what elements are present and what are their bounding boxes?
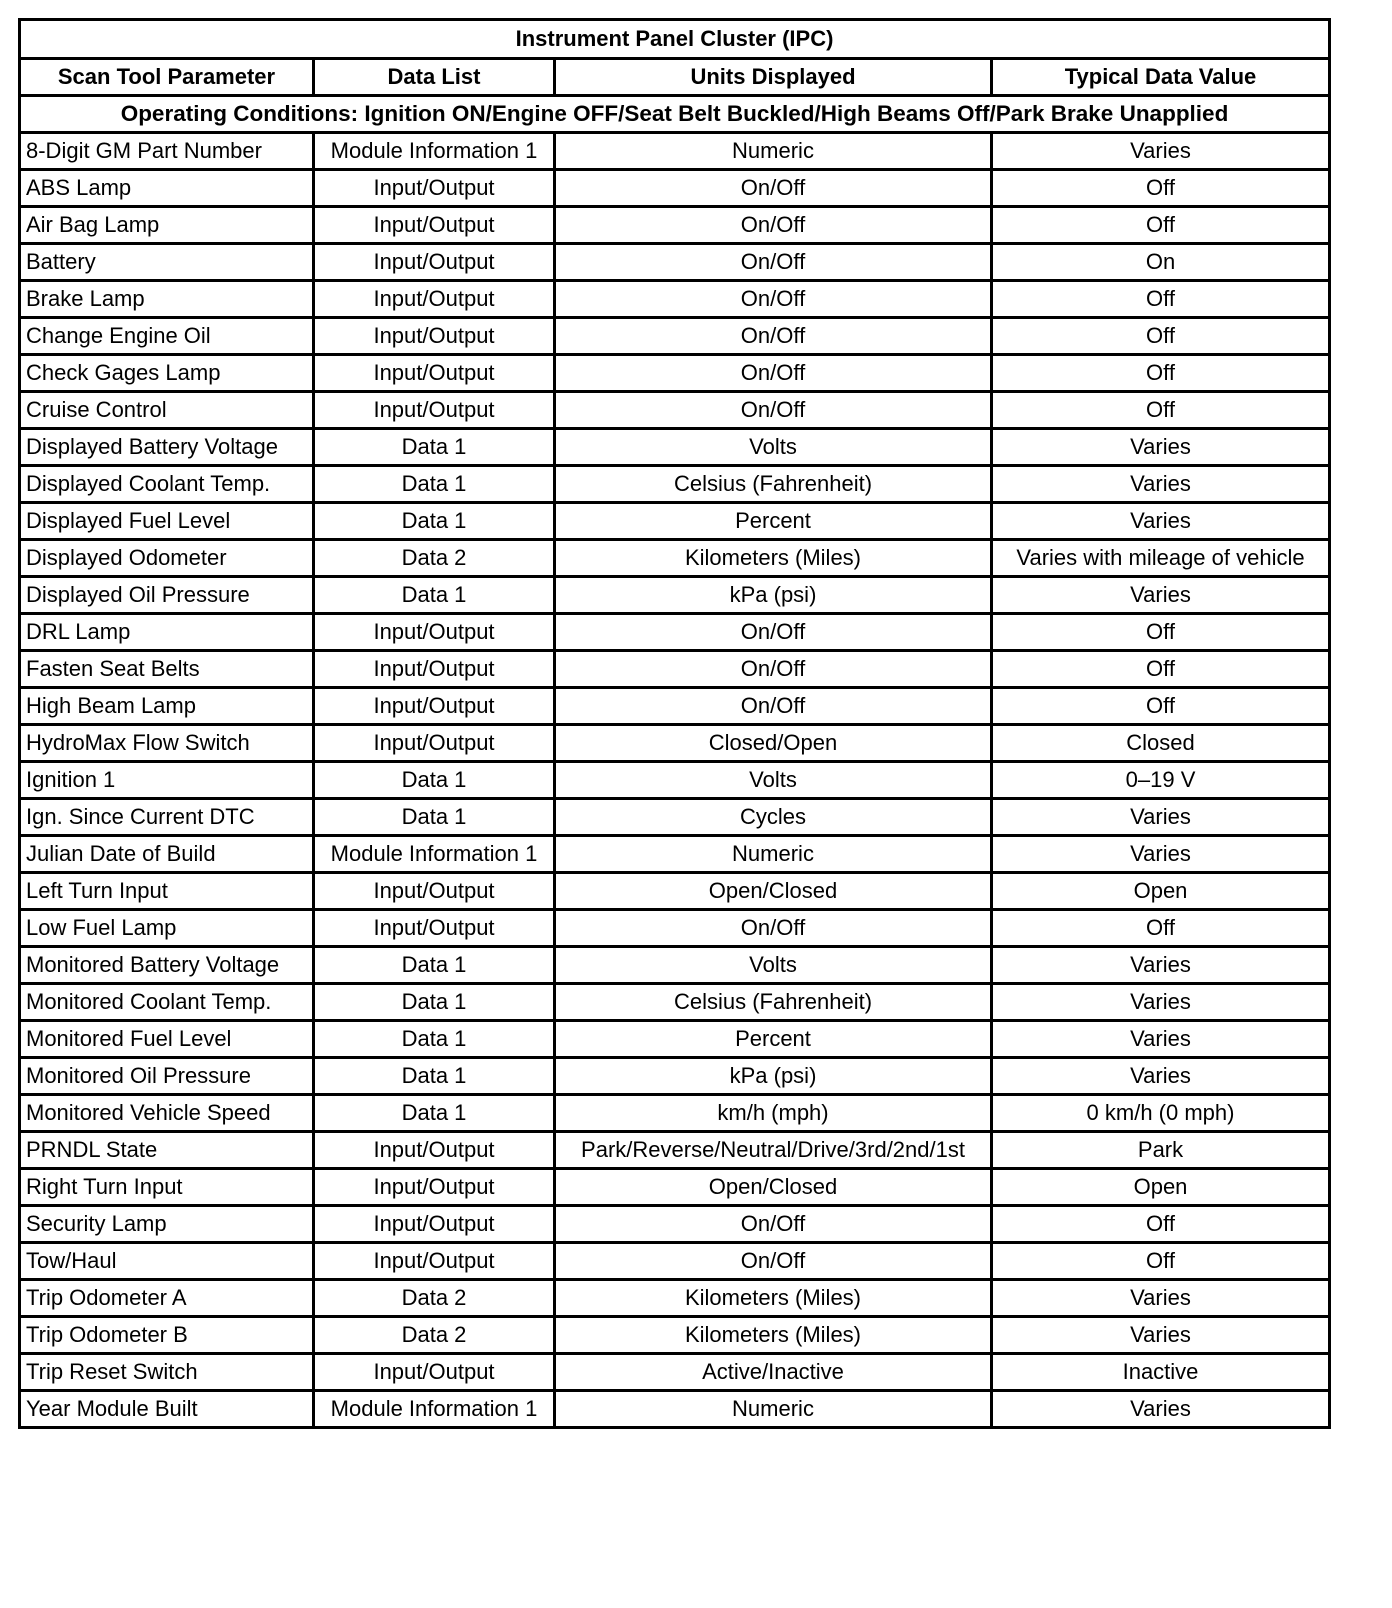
table-row	[20, 392, 1330, 429]
data-list-cell: Input/Output	[314, 392, 555, 429]
data-list-cell: Input/Output	[314, 1206, 555, 1243]
units-cell: Percent	[555, 503, 992, 540]
table-row	[20, 244, 1330, 281]
data-list-cell: Data 1	[314, 577, 555, 614]
table-row	[20, 1095, 1330, 1132]
units-cell: On/Off	[555, 355, 992, 392]
units-cell: On/Off	[555, 910, 992, 947]
parameter-cell: Displayed Oil Pressure	[20, 577, 314, 614]
parameter-cell: 8-Digit GM Part Number	[20, 133, 314, 170]
data-list-cell: Data 1	[314, 1058, 555, 1095]
data-list-cell: Data 1	[314, 1095, 555, 1132]
table-row	[20, 762, 1330, 799]
data-list-cell: Data 2	[314, 1280, 555, 1317]
typical-value-cell: Varies	[992, 947, 1330, 984]
parameter-cell: Brake Lamp	[20, 281, 314, 318]
typical-value-cell: Varies	[992, 1317, 1330, 1354]
parameter-cell: High Beam Lamp	[20, 688, 314, 725]
units-cell: kPa (psi)	[555, 1058, 992, 1095]
table-row	[20, 984, 1330, 1021]
typical-value-cell: On	[992, 244, 1330, 281]
units-cell: Percent	[555, 1021, 992, 1058]
typical-value-cell: Open	[992, 873, 1330, 910]
typical-value-cell: Off	[992, 392, 1330, 429]
data-list-cell: Input/Output	[314, 1169, 555, 1206]
table-row	[20, 873, 1330, 910]
typical-value-cell: Off	[992, 651, 1330, 688]
typical-value-cell: Park	[992, 1132, 1330, 1169]
parameter-cell: Monitored Oil Pressure	[20, 1058, 314, 1095]
units-cell: On/Off	[555, 1206, 992, 1243]
typical-value-cell: Inactive	[992, 1354, 1330, 1391]
units-cell: Active/Inactive	[555, 1354, 992, 1391]
parameter-cell: Battery	[20, 244, 314, 281]
data-list-cell: Data 1	[314, 466, 555, 503]
parameter-cell: Trip Reset Switch	[20, 1354, 314, 1391]
table-body	[20, 133, 1330, 1428]
units-cell: Volts	[555, 947, 992, 984]
units-cell: Volts	[555, 429, 992, 466]
table-row	[20, 1169, 1330, 1206]
parameter-cell: DRL Lamp	[20, 614, 314, 651]
data-list-cell: Input/Output	[314, 281, 555, 318]
parameter-cell: Change Engine Oil	[20, 318, 314, 355]
data-list-cell: Input/Output	[314, 688, 555, 725]
table-row	[20, 688, 1330, 725]
table-row	[20, 651, 1330, 688]
units-cell: Numeric	[555, 836, 992, 873]
typical-value-cell: Open	[992, 1169, 1330, 1206]
typical-value-cell: Varies	[992, 133, 1330, 170]
units-cell: On/Off	[555, 244, 992, 281]
typical-value-cell: Varies	[992, 799, 1330, 836]
units-cell: Kilometers (Miles)	[555, 1280, 992, 1317]
parameter-cell: Displayed Coolant Temp.	[20, 466, 314, 503]
header-scan-tool-parameter: Scan Tool Parameter	[20, 59, 314, 96]
table-title-row	[20, 20, 1330, 59]
units-cell: Open/Closed	[555, 1169, 992, 1206]
typical-value-cell: Varies	[992, 1058, 1330, 1095]
parameter-cell: Air Bag Lamp	[20, 207, 314, 244]
data-list-cell: Module Information 1	[314, 1391, 555, 1428]
units-cell: On/Off	[555, 170, 992, 207]
units-cell: Numeric	[555, 1391, 992, 1428]
units-cell: On/Off	[555, 207, 992, 244]
parameter-cell: Cruise Control	[20, 392, 314, 429]
parameter-cell: Fasten Seat Belts	[20, 651, 314, 688]
table-row	[20, 1391, 1330, 1428]
table-row	[20, 1132, 1330, 1169]
parameter-cell: Ign. Since Current DTC	[20, 799, 314, 836]
data-list-cell: Input/Output	[314, 207, 555, 244]
table-row	[20, 170, 1330, 207]
data-list-cell: Input/Output	[314, 170, 555, 207]
table-row	[20, 836, 1330, 873]
table-row	[20, 614, 1330, 651]
data-list-cell: Data 1	[314, 947, 555, 984]
table-row	[20, 133, 1330, 170]
data-list-cell: Data 1	[314, 984, 555, 1021]
typical-value-cell: Off	[992, 207, 1330, 244]
header-units-displayed: Units Displayed	[555, 59, 992, 96]
parameter-cell: ABS Lamp	[20, 170, 314, 207]
data-list-cell: Module Information 1	[314, 836, 555, 873]
typical-value-cell: Varies	[992, 466, 1330, 503]
units-cell: Celsius (Fahrenheit)	[555, 984, 992, 1021]
units-cell: On/Off	[555, 651, 992, 688]
units-cell: On/Off	[555, 392, 992, 429]
parameter-cell: Displayed Battery Voltage	[20, 429, 314, 466]
parameter-cell: Monitored Battery Voltage	[20, 947, 314, 984]
parameter-cell: Tow/Haul	[20, 1243, 314, 1280]
units-cell: Cycles	[555, 799, 992, 836]
table-row	[20, 207, 1330, 244]
units-cell: On/Off	[555, 1243, 992, 1280]
data-list-cell: Input/Output	[314, 651, 555, 688]
data-list-cell: Input/Output	[314, 1354, 555, 1391]
parameter-cell: Check Gages Lamp	[20, 355, 314, 392]
data-list-cell: Input/Output	[314, 1243, 555, 1280]
typical-value-cell: Off	[992, 318, 1330, 355]
typical-value-cell: 0 km/h (0 mph)	[992, 1095, 1330, 1132]
table-row	[20, 1058, 1330, 1095]
typical-value-cell: Off	[992, 170, 1330, 207]
typical-value-cell: Closed	[992, 725, 1330, 762]
units-cell: kPa (psi)	[555, 577, 992, 614]
typical-value-cell: Varies	[992, 836, 1330, 873]
data-list-cell: Data 2	[314, 1317, 555, 1354]
typical-value-cell: Off	[992, 281, 1330, 318]
data-list-cell: Data 1	[314, 762, 555, 799]
parameter-cell: Ignition 1	[20, 762, 314, 799]
header-data-list: Data List	[314, 59, 555, 96]
data-list-cell: Data 1	[314, 503, 555, 540]
typical-value-cell: Varies	[992, 984, 1330, 1021]
parameter-cell: Left Turn Input	[20, 873, 314, 910]
table-row	[20, 1243, 1330, 1280]
typical-value-cell: Off	[992, 1243, 1330, 1280]
table-row	[20, 466, 1330, 503]
table-row	[20, 910, 1330, 947]
typical-value-cell: Varies	[992, 1391, 1330, 1428]
table-row	[20, 503, 1330, 540]
units-cell: On/Off	[555, 281, 992, 318]
units-cell: Closed/Open	[555, 725, 992, 762]
data-list-cell: Input/Output	[314, 318, 555, 355]
parameter-cell: Displayed Odometer	[20, 540, 314, 577]
typical-value-cell: Varies with mileage of vehicle	[992, 540, 1330, 577]
parameter-cell: Monitored Vehicle Speed	[20, 1095, 314, 1132]
units-cell: Park/Reverse/Neutral/Drive/3rd/2nd/1st	[555, 1132, 992, 1169]
data-list-cell: Data 1	[314, 799, 555, 836]
table-row	[20, 1280, 1330, 1317]
table-title: Instrument Panel Cluster (IPC)	[20, 20, 1330, 59]
table-row	[20, 947, 1330, 984]
table-row	[20, 281, 1330, 318]
parameter-cell: Trip Odometer B	[20, 1317, 314, 1354]
typical-value-cell: Off	[992, 910, 1330, 947]
data-list-cell: Input/Output	[314, 910, 555, 947]
typical-value-cell: Off	[992, 614, 1330, 651]
data-list-cell: Data 1	[314, 1021, 555, 1058]
parameter-cell: Monitored Coolant Temp.	[20, 984, 314, 1021]
operating-conditions: Operating Conditions: Ignition ON/Engine OFF/Seat Belt Buckled/High Beams Off/Park Brake Unapplied	[20, 96, 1330, 133]
data-list-cell: Data 2	[314, 540, 555, 577]
table-row	[20, 1317, 1330, 1354]
data-list-cell: Input/Output	[314, 725, 555, 762]
units-cell: km/h (mph)	[555, 1095, 992, 1132]
parameter-cell: Displayed Fuel Level	[20, 503, 314, 540]
table-row	[20, 1021, 1330, 1058]
data-list-cell: Data 1	[314, 429, 555, 466]
units-cell: On/Off	[555, 688, 992, 725]
operating-conditions-row	[20, 96, 1330, 133]
units-cell: Open/Closed	[555, 873, 992, 910]
data-list-cell: Input/Output	[314, 1132, 555, 1169]
parameter-cell: PRNDL State	[20, 1132, 314, 1169]
units-cell: Volts	[555, 762, 992, 799]
data-list-cell: Module Information 1	[314, 133, 555, 170]
parameter-cell: Low Fuel Lamp	[20, 910, 314, 947]
table-row	[20, 1206, 1330, 1243]
typical-value-cell: Varies	[992, 577, 1330, 614]
table-row	[20, 799, 1330, 836]
ipc-data-table	[18, 18, 1331, 1429]
table-row	[20, 1354, 1330, 1391]
data-list-cell: Input/Output	[314, 355, 555, 392]
units-cell: Celsius (Fahrenheit)	[555, 466, 992, 503]
data-list-cell: Input/Output	[314, 614, 555, 651]
units-cell: Numeric	[555, 133, 992, 170]
data-list-cell: Input/Output	[314, 244, 555, 281]
table-header-row	[20, 59, 1330, 96]
parameter-cell: Security Lamp	[20, 1206, 314, 1243]
ipc-data-table-container	[18, 18, 1328, 1429]
typical-value-cell: Off	[992, 1206, 1330, 1243]
table-row	[20, 355, 1330, 392]
table-row	[20, 540, 1330, 577]
header-typical-data-value: Typical Data Value	[992, 59, 1330, 96]
units-cell: On/Off	[555, 614, 992, 651]
table-row	[20, 318, 1330, 355]
parameter-cell: HydroMax Flow Switch	[20, 725, 314, 762]
parameter-cell: Monitored Fuel Level	[20, 1021, 314, 1058]
typical-value-cell: Varies	[992, 1021, 1330, 1058]
typical-value-cell: Varies	[992, 429, 1330, 466]
typical-value-cell: Off	[992, 688, 1330, 725]
table-row	[20, 429, 1330, 466]
parameter-cell: Julian Date of Build	[20, 836, 314, 873]
units-cell: On/Off	[555, 318, 992, 355]
typical-value-cell: 0–19 V	[992, 762, 1330, 799]
parameter-cell: Right Turn Input	[20, 1169, 314, 1206]
data-list-cell: Input/Output	[314, 873, 555, 910]
parameter-cell: Year Module Built	[20, 1391, 314, 1428]
table-row	[20, 725, 1330, 762]
typical-value-cell: Varies	[992, 503, 1330, 540]
units-cell: Kilometers (Miles)	[555, 540, 992, 577]
units-cell: Kilometers (Miles)	[555, 1317, 992, 1354]
table-row	[20, 577, 1330, 614]
typical-value-cell: Off	[992, 355, 1330, 392]
typical-value-cell: Varies	[992, 1280, 1330, 1317]
parameter-cell: Trip Odometer A	[20, 1280, 314, 1317]
